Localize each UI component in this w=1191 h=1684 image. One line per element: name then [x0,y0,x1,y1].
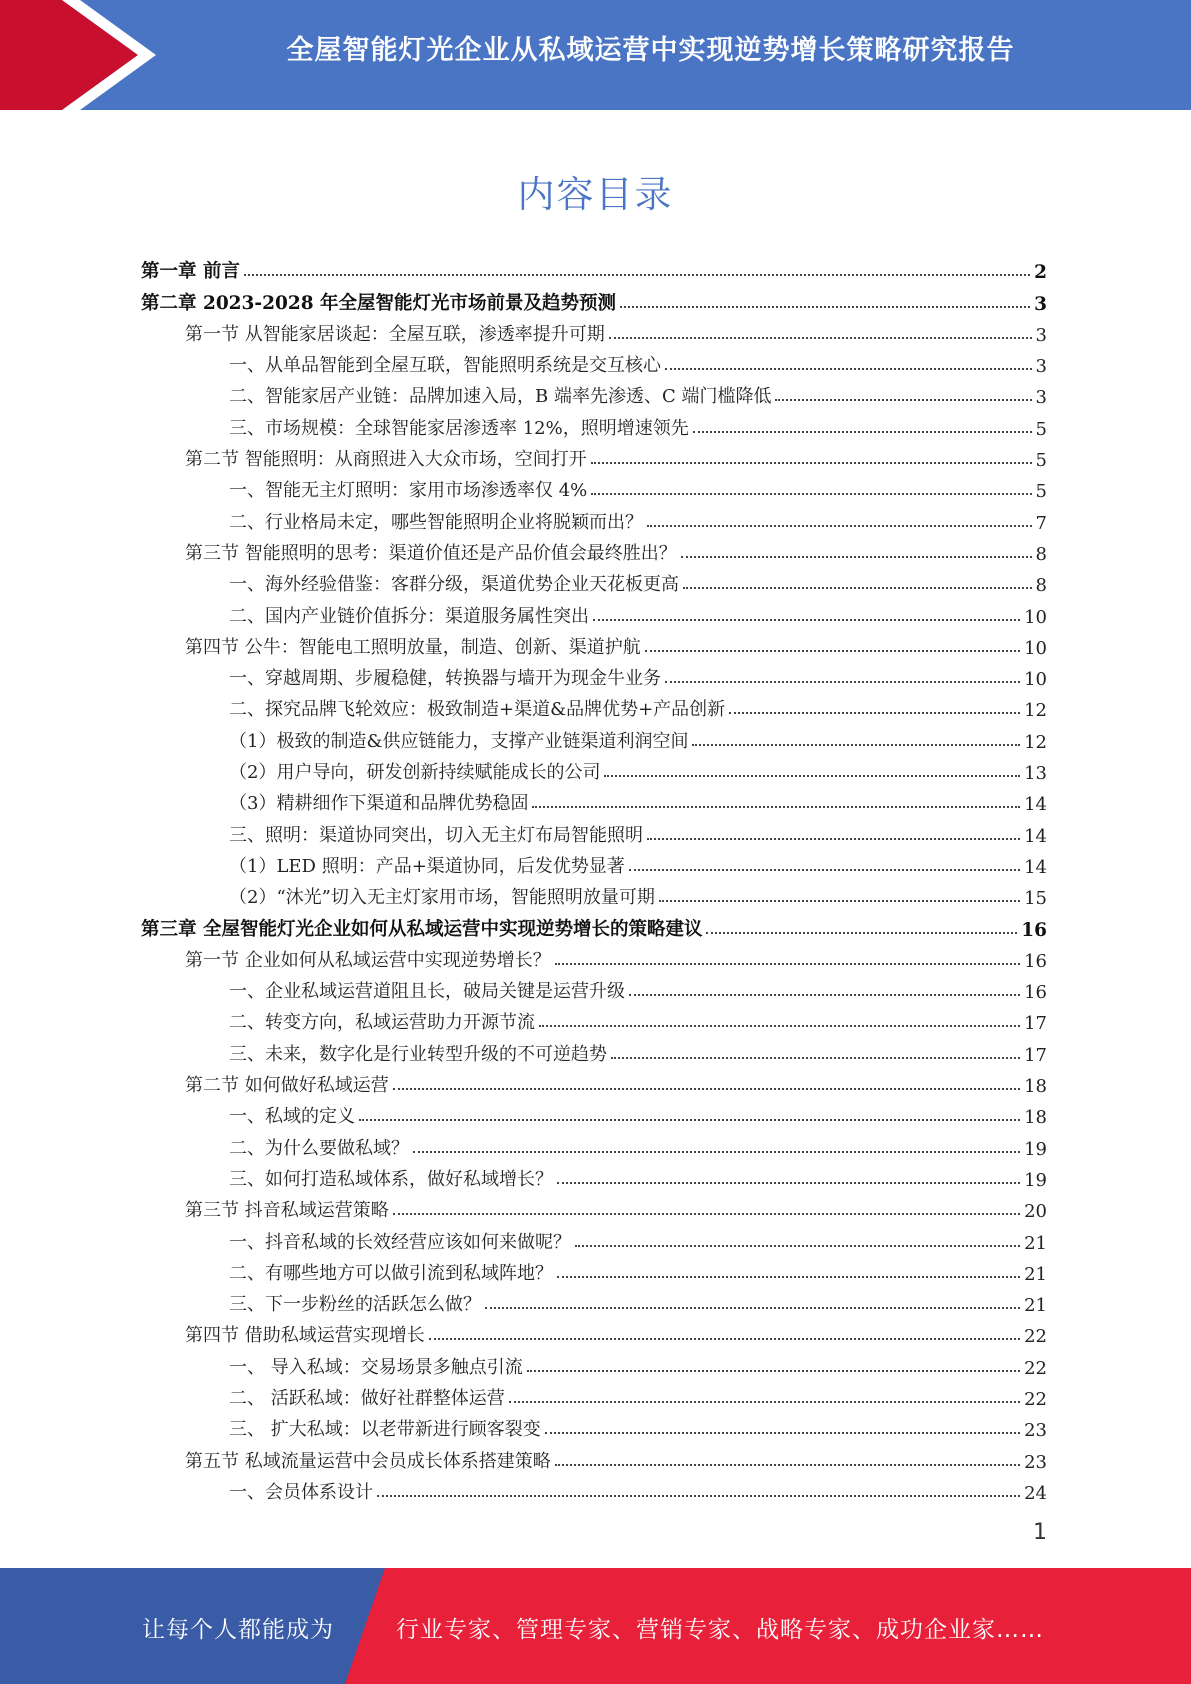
page-footer [0,1568,1191,1684]
toc-entry[interactable] [141,596,1047,627]
toc-leader-dots [681,556,1032,558]
toc-entry-page: 18 [1024,1107,1047,1129]
toc-entry-label: 二、 活跃私域：做好社群整体运营 [229,1387,505,1409]
toc-entry-label: 二、有哪些地方可以做引流到私域阵地？ [229,1262,553,1284]
toc-leader-dots [647,838,1020,840]
toc-entry-label: 一、海外经验借鉴：客群分级，渠道优势企业天花板更高 [229,574,679,596]
toc-entry-page: 23 [1024,1420,1047,1442]
toc-entry-label: （1）LED 照明：产品+渠道协同，后发优势显著 [229,855,625,877]
toc-entry[interactable] [141,502,1047,533]
toc-entry-page: 22 [1024,1388,1047,1410]
toc-entry[interactable] [141,815,1047,846]
toc-entry-page: 10 [1024,606,1047,628]
toc-entry-page: 5 [1035,481,1047,503]
toc-entry[interactable] [141,847,1047,878]
toc-leader-dots [485,1307,1020,1309]
toc-entry-page: 20 [1024,1201,1047,1223]
toc-entry-label: 第一章 前言 [141,261,240,283]
toc-entry-page: 8 [1035,543,1047,565]
toc-entry-label: 三、下一步粉丝的活跃怎么做？ [229,1294,481,1316]
toc-entry-label: 二、为什么要做私域？ [229,1137,409,1159]
toc-leader-dots [532,806,1020,808]
toc-entry-label: 三、 扩大私域：以老带新进行顾客裂变 [229,1419,541,1441]
toc-entry[interactable] [141,1160,1047,1191]
toc-entry-page: 5 [1035,418,1047,440]
toc-entry-label: 第一节 企业如何从私域运营中实现逆势增长？ [185,949,551,971]
toc-entry-page: 17 [1024,1044,1047,1066]
toc-entry[interactable] [141,972,1047,1003]
toc-entry-page: 16 [1024,982,1047,1004]
toc-entry-label: 二、国内产业链价值拆分：渠道服务属性突出 [229,605,589,627]
toc-entry-page: 14 [1024,856,1047,878]
toc-entry-page: 3 [1034,293,1047,315]
toc-entry-page: 2 [1034,262,1047,284]
toc-leader-dots [244,274,1030,276]
toc-entry-label: 第二节 如何做好私域运营 [185,1075,389,1097]
toc-entry-label: 一、智能无主灯照明：家用市场渗透率仅 4% [229,480,588,502]
report-title: 全屋智能灯光企业从私域运营中实现逆势增长策略研究报告 [286,35,1015,66]
toc-leader-dots [591,462,1032,464]
toc-entry[interactable] [141,1034,1047,1065]
toc-entry[interactable] [141,315,1047,346]
toc-entry-page: 13 [1024,763,1047,785]
toc-entry-label: 一、穿越周期、步履稳健，转换器与墙开为现金牛业务 [229,668,661,690]
toc-entry[interactable] [141,1222,1047,1253]
toc-leader-dots [593,619,1020,621]
toc-entry-page: 19 [1024,1138,1047,1160]
toc-leader-dots [509,1401,1020,1403]
toc-entry-label: 二、行业格局未定，哪些智能照明企业将脱颖而出？ [229,511,643,533]
toc-leader-dots [527,1370,1020,1372]
toc-entry-label: 二、转变方向，私域运营助力开源节流 [229,1012,535,1034]
toc-entry[interactable] [141,659,1047,690]
toc-leader-dots [665,368,1032,370]
toc-entry-label: 第一节 从智能家居谈起：全屋互联，渗透率提升可期 [185,323,605,345]
toc-entry[interactable] [141,440,1047,471]
toc-entry-label: 三、如何打造私域体系，做好私域增长？ [229,1168,553,1190]
toc-leader-dots [659,900,1020,902]
toc-entry-label: 第三章 全屋智能灯光企业如何从私域运营中实现逆势增长的策略建议 [141,918,703,940]
toc-entry[interactable] [141,1254,1047,1285]
toc-entry[interactable] [141,1191,1047,1222]
toc-leader-dots [575,1245,1020,1247]
toc-entry-page: 3 [1035,324,1047,346]
toc-leader-dots [645,650,1020,652]
toc-leader-dots [620,306,1030,308]
toc-leader-dots [692,744,1020,746]
toc-entry-page: 24 [1024,1482,1047,1504]
toc-leader-dots [413,1151,1020,1153]
toc-leader-dots [629,994,1020,996]
footer-slogan-right: 行业专家、管理专家、营销专家、战略专家、成功企业家…… [396,1617,1044,1643]
toc-entry[interactable] [141,252,1047,283]
toc-leader-dots [359,1119,1020,1121]
toc-entry-label: 一、 导入私域：交易场景多触点引流 [229,1356,523,1378]
toc-entry-label: 一、从单品智能到全屋互联，智能照明系统是交互核心 [229,355,661,377]
toc-entry-page: 19 [1024,1169,1047,1191]
toc-entry-label: （2）“沐光”切入无主灯家用市场，智能照明放量可期 [229,887,655,909]
toc-leader-dots [609,337,1032,339]
toc-entry[interactable] [141,1347,1047,1378]
toc-entry-label: 一、企业私域运营道阻且长，破局关键是运营升级 [229,981,625,1003]
toc-entry-label: 一、会员体系设计 [229,1481,373,1503]
toc-entry-page: 17 [1024,1013,1047,1035]
toc-entry-page: 21 [1024,1263,1047,1285]
toc-entry-label: 一、私域的定义 [229,1106,355,1128]
toc-entry-label: 第二节 智能照明：从商照进入大众市场，空间打开 [185,449,587,471]
toc-entry-page: 15 [1024,888,1047,910]
toc-entry[interactable] [141,1128,1047,1159]
page-header [0,0,1191,110]
toc-entry[interactable] [141,471,1047,502]
toc-entry-page: 18 [1024,1076,1047,1098]
toc-entry[interactable] [141,377,1047,408]
toc-entry[interactable] [141,909,1047,940]
toc-entry-label: （2）用户导向，研发创新持续赋能成长的公司 [229,762,601,784]
toc-entry[interactable] [141,408,1047,439]
toc-entry-page: 23 [1024,1451,1047,1473]
toc-entry-label: 三、照明：渠道协同突出，切入无主灯布局智能照明 [229,824,643,846]
toc-entry[interactable] [141,565,1047,596]
toc-leader-dots [647,525,1032,527]
toc-leader-dots [539,1025,1020,1027]
toc-entry[interactable] [141,1285,1047,1316]
toc-entry[interactable] [141,690,1047,721]
toc-leader-dots [429,1338,1020,1340]
toc-leader-dots [775,399,1031,401]
toc-entry-label: 第四节 公牛：智能电工照明放量，制造、创新、渠道护航 [185,636,641,658]
toc-entry[interactable] [141,1097,1047,1128]
toc-leader-dots [555,963,1020,965]
toc-entry[interactable] [141,941,1047,972]
toc-entry-label: 三、未来，数字化是行业转型升级的不可逆趋势 [229,1043,607,1065]
toc-leader-dots [611,1057,1020,1059]
toc-entry-label: 第三节 智能照明的思考：渠道价值还是产品价值会最终胜出？ [185,542,677,564]
toc-entry-page: 10 [1024,637,1047,659]
toc-leader-dots [545,1432,1020,1434]
toc-entry[interactable] [141,628,1047,659]
toc-entry[interactable] [141,1316,1047,1347]
toc-entry[interactable] [141,346,1047,377]
toc-entry[interactable] [141,1379,1047,1410]
toc-entry-page: 14 [1024,825,1047,847]
toc-entry-label: 二、智能家居产业链：品牌加速入局，B 端率先渗透、C 端门槛降低 [229,386,772,408]
toc-entry-label: 一、抖音私域的长效经营应该如何来做呢？ [229,1231,571,1253]
toc-entry[interactable] [141,1410,1047,1441]
toc-entry[interactable] [141,283,1047,314]
toc-entry-page: 5 [1035,450,1047,472]
toc-entry[interactable] [141,721,1047,752]
table-of-contents [141,252,1047,1504]
toc-entry-page: 22 [1024,1357,1047,1379]
toc-entry[interactable] [141,878,1047,909]
toc-leader-dots [604,775,1020,777]
toc-entry-label: 第二章 2023-2028 年全屋智能灯光市场前景及趋势预测 [141,292,617,314]
toc-entry-page: 12 [1024,731,1047,753]
toc-entry-page: 8 [1035,575,1047,597]
toc-entry-label: 第三节 抖音私域运营策略 [185,1200,389,1222]
toc-leader-dots [557,1276,1020,1278]
toc-leader-dots [591,493,1031,495]
toc-entry-page: 14 [1024,794,1047,816]
toc-entry[interactable] [141,753,1047,784]
toc-heading: 内容目录 [517,173,674,216]
toc-leader-dots [665,681,1020,683]
toc-entry-page: 7 [1035,512,1047,534]
toc-entry[interactable] [141,1066,1047,1097]
toc-entry-page: 16 [1024,950,1047,972]
toc-entry[interactable] [141,1003,1047,1034]
toc-entry-label: （3）精耕细作下渠道和品牌优势稳固 [229,793,529,815]
toc-leader-dots [377,1495,1020,1497]
toc-leader-dots [393,1213,1020,1215]
toc-entry-page: 16 [1021,919,1047,941]
toc-leader-dots [706,932,1017,934]
toc-leader-dots [557,1182,1020,1184]
page-number: 1 [1033,1520,1047,1545]
toc-entry-label: （1）极致的制造&供应链能力，支撑产业链渠道利润空间 [229,730,689,752]
toc-entry[interactable] [141,784,1047,815]
toc-entry[interactable] [141,534,1047,565]
toc-entry-page: 22 [1024,1326,1047,1348]
toc-entry[interactable] [141,1473,1047,1504]
toc-leader-dots [629,869,1020,871]
toc-entry-label: 第四节 借助私域运营实现增长 [185,1325,425,1347]
toc-leader-dots [683,587,1032,589]
toc-leader-dots [729,712,1020,714]
footer-slogan-left: 让每个人都能成为 [142,1617,334,1643]
toc-entry-page: 21 [1024,1232,1047,1254]
toc-entry-page: 21 [1024,1295,1047,1317]
toc-entry-label: 三、市场规模：全球智能家居渗透率 12%，照明增速领先 [229,417,689,439]
toc-leader-dots [693,431,1032,433]
toc-leader-dots [555,1464,1020,1466]
toc-leader-dots [393,1088,1020,1090]
toc-entry-page: 12 [1024,700,1047,722]
toc-entry-page: 3 [1035,387,1047,409]
toc-entry-label: 二、探究品牌飞轮效应：极致制造+渠道&品牌优势+产品创新 [229,699,726,721]
toc-entry[interactable] [141,1441,1047,1472]
toc-entry-page: 10 [1024,669,1047,691]
toc-entry-page: 3 [1035,356,1047,378]
toc-entry-label: 第五节 私域流量运营中会员成长体系搭建策略 [185,1450,551,1472]
